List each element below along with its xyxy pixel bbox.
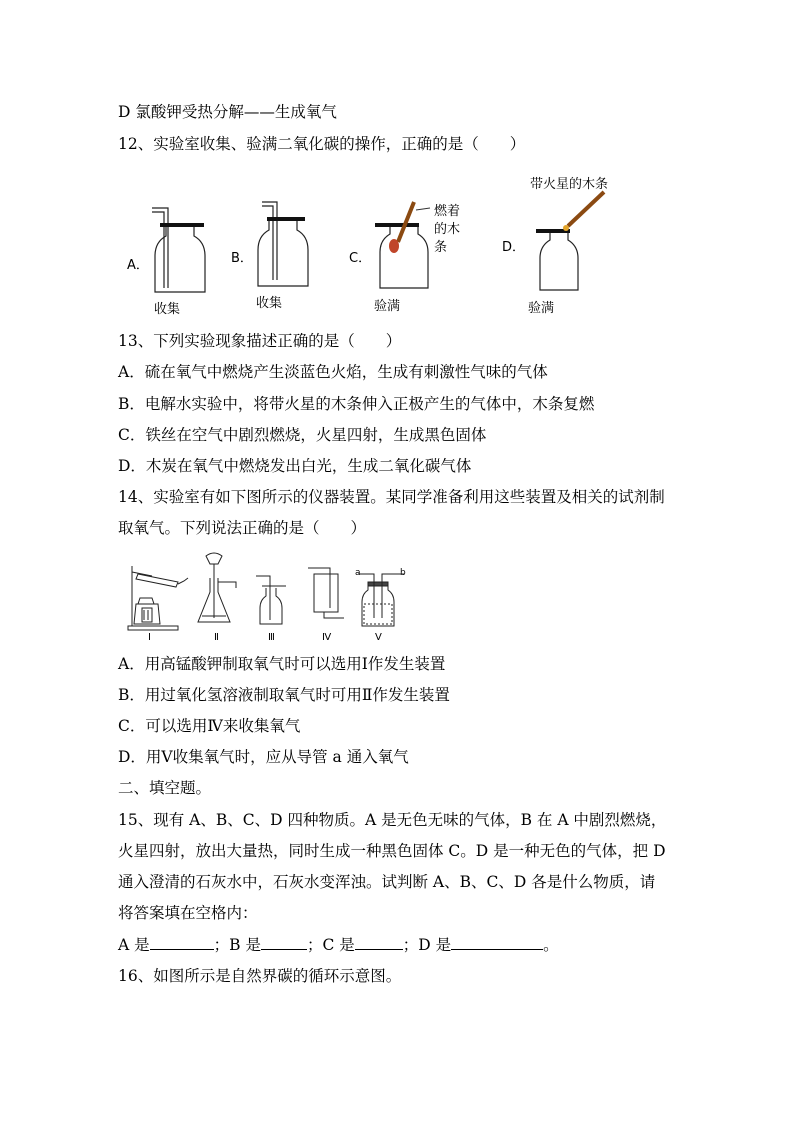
- q13-stem: 13、下列实验现象描述正确的是（ ）: [118, 332, 402, 350]
- q12-caption-b: 收集: [256, 296, 283, 311]
- q14-tube-b-label: b: [400, 568, 406, 578]
- q12-plate-c: [375, 223, 419, 227]
- q12-tube-b: [262, 202, 277, 280]
- q13-option-c: C．铁丝在空气中剧烈燃烧，火星四射，生成黑色固体: [118, 426, 487, 444]
- q15-answer-d-blank[interactable]: [451, 934, 543, 950]
- q15-answer-a-label: A 是: [118, 936, 150, 954]
- q12-note-c-2: 的木: [434, 222, 461, 237]
- q14-option-c: C．可以选用Ⅳ来收集氧气: [118, 717, 301, 735]
- q14-apparatus-1: [128, 566, 188, 630]
- q12-label-b: B．: [231, 251, 253, 266]
- q14-label-1: Ⅰ: [148, 632, 151, 643]
- section-2-title: 二、填空题。: [118, 779, 212, 797]
- q14-option-b: B．用过氧化氢溶液制取氧气时可用Ⅱ作发生装置: [118, 686, 450, 704]
- q14-label-5: Ⅴ: [375, 632, 382, 643]
- q12-tube-a: [152, 208, 168, 288]
- q14-apparatus-5: [358, 574, 404, 626]
- q13-option-d: D．木炭在氧气中燃烧发出白光，生成二氧化碳气体: [118, 457, 472, 475]
- q12-stem: 12、实验室收集、验满二氧化碳的操作，正确的是（ ）: [118, 135, 526, 153]
- q12-note-d: 带火星的木条: [530, 177, 609, 192]
- q12-caption-c: 验满: [374, 299, 401, 314]
- q11-option-d: D 氯酸钾受热分解——生成氧气: [118, 103, 337, 121]
- q14-stem-line-2: 取氧气。下列说法正确的是（ ）: [118, 519, 367, 537]
- q15-answer-line: [118, 934, 559, 955]
- q14-label-3: Ⅲ: [268, 632, 275, 643]
- q12-plate-a: [160, 223, 204, 227]
- q12-label-d: D．: [502, 240, 526, 255]
- q12-bottle-d: [540, 232, 578, 290]
- q15-line-3: 通入澄清的石灰水中，石灰水变浑浊。试判断 A、B、C、D 各是什么物质，请: [118, 873, 656, 891]
- q16-stem: 16、如图所示是自然界碳的循环示意图。: [118, 967, 402, 985]
- q12-bottle-a: [155, 226, 205, 292]
- q15-answer-c-blank[interactable]: [355, 934, 403, 950]
- q15-answer-end: 。: [543, 936, 559, 954]
- q14-apparatus-4: [308, 568, 344, 618]
- q14-stem-line-1: 14、实验室有如下图所示的仪器装置。某同学准备利用这些装置及相关的试剂制: [118, 488, 665, 506]
- q12-figure: [118, 168, 678, 318]
- q14-apparatus-2: [198, 553, 236, 622]
- q15-answer-c-label: ；C 是: [306, 936, 355, 954]
- q12-splint-d: [568, 192, 604, 226]
- q15-line-2: 火星四射，放出大量热，同时生成一种黑色固体 C。D 是一种无色的气体，把 D: [118, 842, 666, 860]
- q12-pointer-c: [416, 208, 430, 210]
- q12-apparatus-drawing: [118, 168, 678, 318]
- q12-bottle-c: [380, 226, 428, 288]
- q14-tube-a-label: a: [355, 568, 361, 578]
- q12-note-c-1: 燃着: [434, 204, 461, 219]
- q12-flame-c: [389, 239, 399, 253]
- q12-label-c: C．: [349, 251, 372, 266]
- q14-option-a: A．用高锰酸钾制取氧气时可以选用Ⅰ作发生装置: [118, 655, 446, 673]
- q15-answer-d-label: ；D 是: [402, 936, 452, 954]
- q12-note-c-3: 条: [434, 240, 448, 255]
- q12-ember-d: [563, 225, 569, 231]
- q15-line-1: 15、现有 A、B、C、D 四种物质。A 是无色无味的气体，B 在 A 中剧烈燃烧，: [118, 811, 667, 829]
- q15-answer-a-blank[interactable]: [150, 934, 214, 950]
- q12-caption-a: 收集: [154, 302, 181, 317]
- q12-bottle-b: [258, 220, 308, 286]
- q14-label-4: Ⅳ: [322, 632, 332, 643]
- q15-answer-b-label: ；B 是: [213, 936, 261, 954]
- q15-answer-b-blank[interactable]: [261, 934, 307, 950]
- q14-apparatus-drawing: [118, 548, 418, 632]
- q15-line-4: 将答案填在空格内：: [118, 904, 258, 922]
- q14-apparatus-3: [256, 576, 286, 624]
- q12-caption-d: 验满: [528, 301, 555, 316]
- q12-plate-b: [267, 217, 305, 221]
- q12-splint-c: [398, 202, 414, 242]
- q14-figure: [118, 548, 418, 648]
- q13-option-b: B．电解水实验中，将带火星的木条伸入正极产生的气体中，木条复燃: [118, 395, 595, 413]
- q14-label-2: Ⅱ: [214, 632, 219, 643]
- q13-option-a: A．硫在氧气中燃烧产生淡蓝色火焰，生成有刺激性气味的气体: [118, 363, 548, 381]
- q14-option-d: D．用Ⅴ收集氧气时，应从导管 a 通入氧气: [118, 748, 409, 766]
- q12-label-a: A．: [127, 258, 149, 273]
